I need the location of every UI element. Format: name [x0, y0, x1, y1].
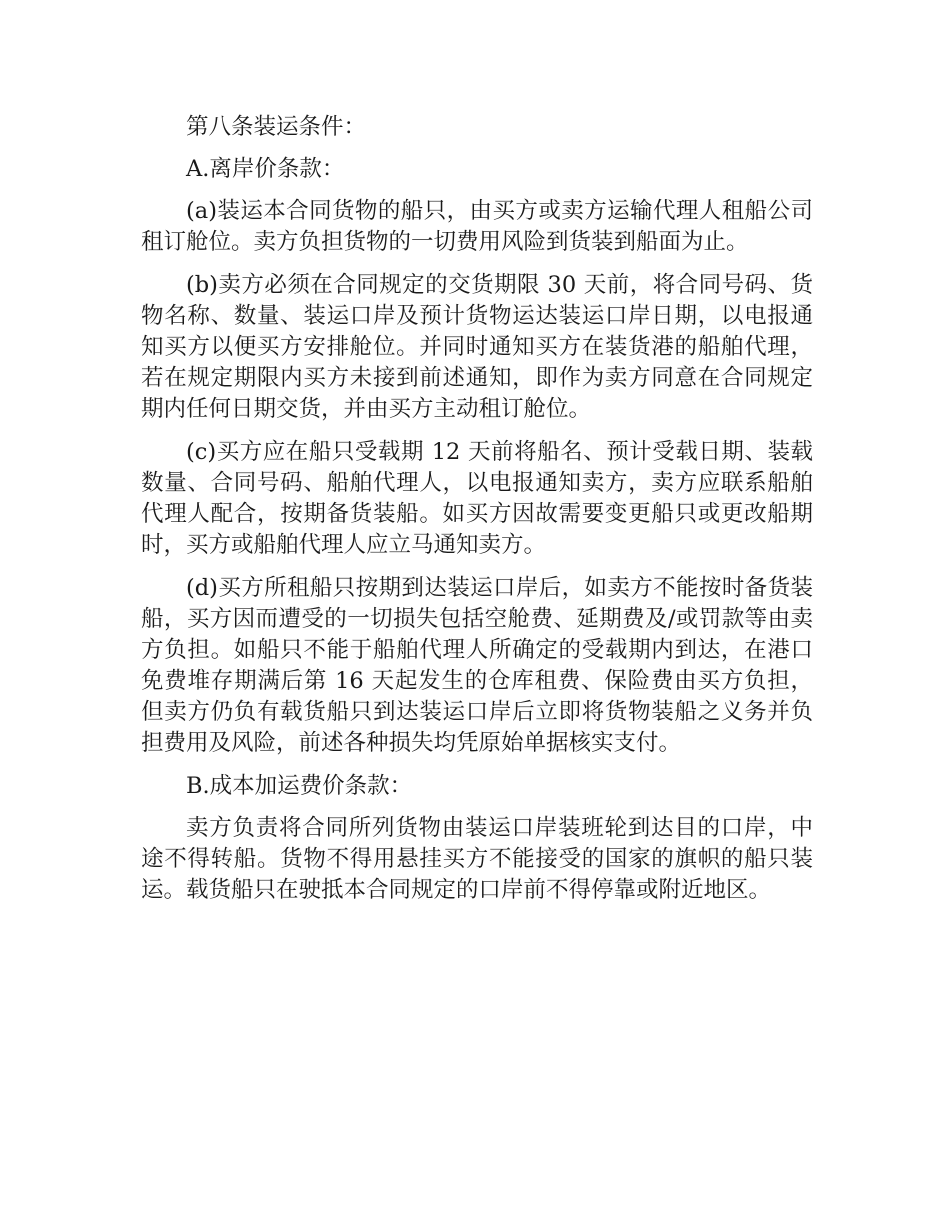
section-b-heading: B.成本加运费价条款： [186, 773, 413, 799]
clause-d-paragraph: (d)买方所租船只按期到达装运口岸后，如卖方不能按时备货装船，买方因而遭受的一切损失包括空舱费、延期费及/或罚款等由卖方负担。如船只不能于船舶代理人所确定的受载期内到达，在港口免费堆存期满后第 16 天起发生的仓库租费、保险费由买方负担，但卖方仍负有载货船只到达装运口岸后立即将货物装船之义务并负担费用及风险，前述各种损失均凭原始单据核实支付。 [141, 575, 813, 756]
section-b-paragraph: 卖方负责将合同所列货物由装运口岸装班轮到达目的口岸，中途不得转船。货物不得用悬挂买方不能接受的国家的旗帜的船只装运。载货船只在驶抵本合同规定的口岸前不得停靠或附近地区。 [141, 815, 813, 903]
clause-c-paragraph: (c)买方应在船只受载期 12 天前将船名、预计受载日期、装载数量、合同号码、船舶代理人，以电报通知卖方，卖方应联系船舶代理人配合，按期备货装船。如买方因故需要变更船只或更改船期时，买方或船舶代理人应立马通知卖方。 [141, 439, 813, 558]
section-a-heading: A.离岸价条款： [186, 156, 345, 182]
clause-b-paragraph: (b)卖方必须在合同规定的交货期限 30 天前，将合同号码、货物名称、数量、装运口岸及预计货物运达装运口岸日期，以电报通知买方以便买方安排舱位。并同时通知买方在装货港的船舶代理，若在规定期限内买方未接到前述通知，即作为卖方同意在合同规定期内任何日期交货，并由买方主动租订舱位。 [141, 272, 813, 422]
article-title: 第八条装运条件： [186, 114, 367, 140]
document-body [141, 112, 813, 918]
clause-a-paragraph: (a)装运本合同货物的船只，由买方或卖方运输代理人租船公司租订舱位。卖方负担货物的一切费用风险到货装到船面为止。 [141, 198, 813, 255]
